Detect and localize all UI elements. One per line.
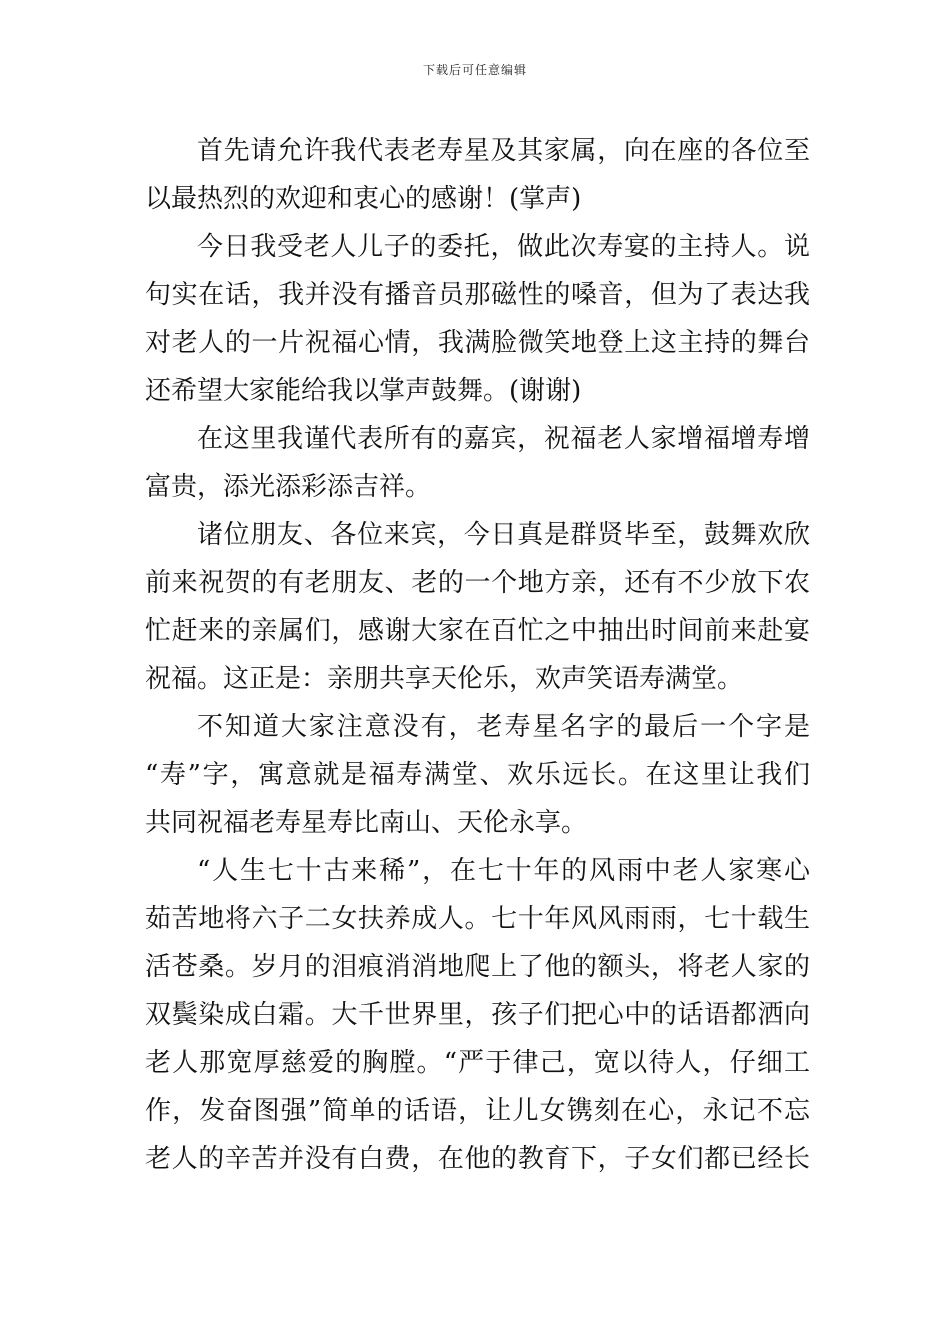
text-line: 共同祝福老寿星寿比南山、天伦永享。 xyxy=(145,808,588,838)
paragraph xyxy=(145,415,810,511)
text-line: “人生七十古来稀”，在七十年的风雨中老人家寒心 xyxy=(197,856,810,886)
text-line: 忙赶来的亲属们，感谢大家在百忙之中抽出时间前来赴宴 xyxy=(145,616,810,646)
text-line: 对老人的一片祝福心情，我满脸微笑地登上这主持的舞台 xyxy=(145,328,810,358)
paragraph xyxy=(145,703,810,847)
text-line: 前来祝贺的有老朋友、老的一个地方亲，还有不少放下农 xyxy=(145,568,810,598)
text-line: 首先请允许我代表老寿星及其家属，向在座的各位至 xyxy=(197,136,810,166)
text-line: 活苍桑。岁月的泪痕消消地爬上了他的额头，将老人家的 xyxy=(145,952,810,982)
document-body xyxy=(145,127,810,1183)
text-line: 句实在话，我并没有播音员那磁性的嗓音，但为了表达我 xyxy=(145,280,810,310)
paragraph xyxy=(145,223,810,415)
text-line: 老人那宽厚慈爱的胸膛。“严于律己，宽以待人，仔细工 xyxy=(145,1048,810,1078)
text-line: 祝福。这正是：亲朋共享天伦乐，欢声笑语寿满堂。 xyxy=(145,664,744,694)
text-line: 富贵，添光添彩添吉祥。 xyxy=(145,472,432,502)
text-line: 在这里我谨代表所有的嘉宾，祝福老人家增福增寿增 xyxy=(197,424,810,454)
paragraph xyxy=(145,127,810,223)
text-line: 双鬓染成白霜。大千世界里，孩子们把心中的话语都洒向 xyxy=(145,1000,810,1030)
text-line: 老人的辛苦并没有白费，在他的教育下，子女们都已经长 xyxy=(145,1144,810,1174)
text-line: 不知道大家注意没有，老寿星名字的最后一个字是 xyxy=(197,712,810,742)
paragraph xyxy=(145,511,810,703)
text-line: 茹苦地将六子二女扶养成人。七十年风风雨雨，七十载生 xyxy=(145,904,810,934)
paragraph xyxy=(145,847,810,1183)
text-line: 以最热烈的欢迎和衷心的感谢！(掌声) xyxy=(145,184,582,214)
text-line: 今日我受老人儿子的委托，做此次寿宴的主持人。说 xyxy=(197,232,810,262)
text-line: “寿”字，寓意就是福寿满堂、欢乐远长。在这里让我们 xyxy=(145,760,810,790)
text-line: 作，发奋图强”简单的话语，让儿女镌刻在心，永记不忘 xyxy=(145,1096,810,1126)
page-header-note: 下载后可任意编辑 xyxy=(422,63,527,77)
text-line: 还希望大家能给我以掌声鼓舞。(谢谢) xyxy=(145,376,582,406)
text-line: 诸位朋友、各位来宾，今日真是群贤毕至，鼓舞欢欣 xyxy=(197,520,810,550)
